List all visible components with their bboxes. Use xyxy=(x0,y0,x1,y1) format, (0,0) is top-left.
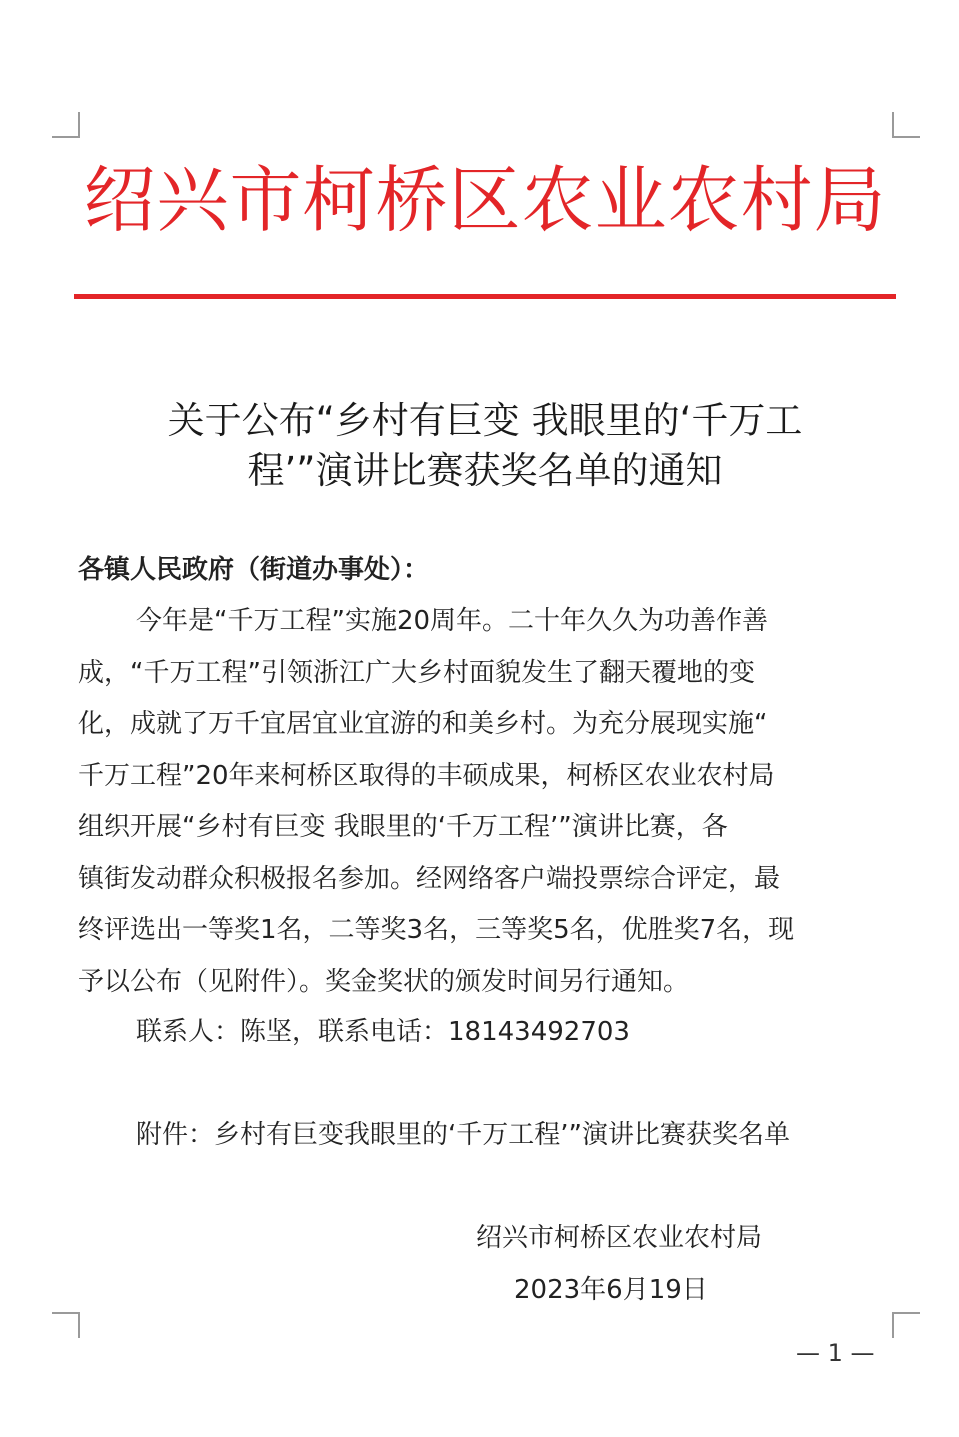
corner-mark-bottom-left xyxy=(52,1312,80,1338)
corner-mark-top-left xyxy=(52,112,80,138)
salutation: 各镇人民政府（街道办事处）： xyxy=(78,555,430,585)
body-line: 终评选出一等奖1名，二等奖3名，三等奖5名，优胜奖7名，现 xyxy=(78,915,795,945)
body-line: 今年是“千万工程”实施20周年。二十年久久为功善作善 xyxy=(136,606,769,636)
attachment-line: 附件：乡村有巨变我眼里的‘千万工程’”演讲比赛获奖名单 xyxy=(136,1120,790,1150)
body-line: 千万工程”20年来柯桥区取得的丰硕成果，柯桥区农业农村局 xyxy=(78,760,775,791)
corner-mark-bottom-right xyxy=(892,1312,920,1338)
header-red-rule xyxy=(74,294,896,299)
body-paragraph xyxy=(78,596,888,1008)
page-number: — 1 — xyxy=(796,1339,875,1367)
body-line: 组织开展“乡村有巨变 我眼里的‘千万工程’”演讲比赛，各 xyxy=(78,812,728,842)
body-line: 化，成就了万千宜居宜业宜游的和美乡村。为充分展现实施“ xyxy=(78,709,768,739)
document-title-line: 关于公布“乡村有巨变 我眼里的‘千万工 xyxy=(167,399,803,442)
document-title xyxy=(80,396,890,496)
signature-issuer: 绍兴市柯桥区农业农村局 xyxy=(476,1223,763,1253)
corner-mark-top-right xyxy=(892,112,920,138)
document-title-line: 程’”演讲比赛获奖名单的通知 xyxy=(247,449,723,492)
body-line: 成，“千万工程”引领浙江广大乡村面貌发生了翻天覆地的变 xyxy=(78,657,755,688)
contact-line: 联系人：陈坚，联系电话：18143492703 xyxy=(136,1017,630,1047)
body-line: 予以公布（见附件）。奖金奖状的颁发时间另行通知。 xyxy=(78,966,690,997)
body-line: 镇街发动群众积极报名参加。经网络客户端投票综合评定，最 xyxy=(78,863,781,894)
signature-date: 2023年6月19日 xyxy=(514,1275,708,1305)
issuer-header-title: 绍兴市柯桥区农业农村局 xyxy=(83,158,887,242)
